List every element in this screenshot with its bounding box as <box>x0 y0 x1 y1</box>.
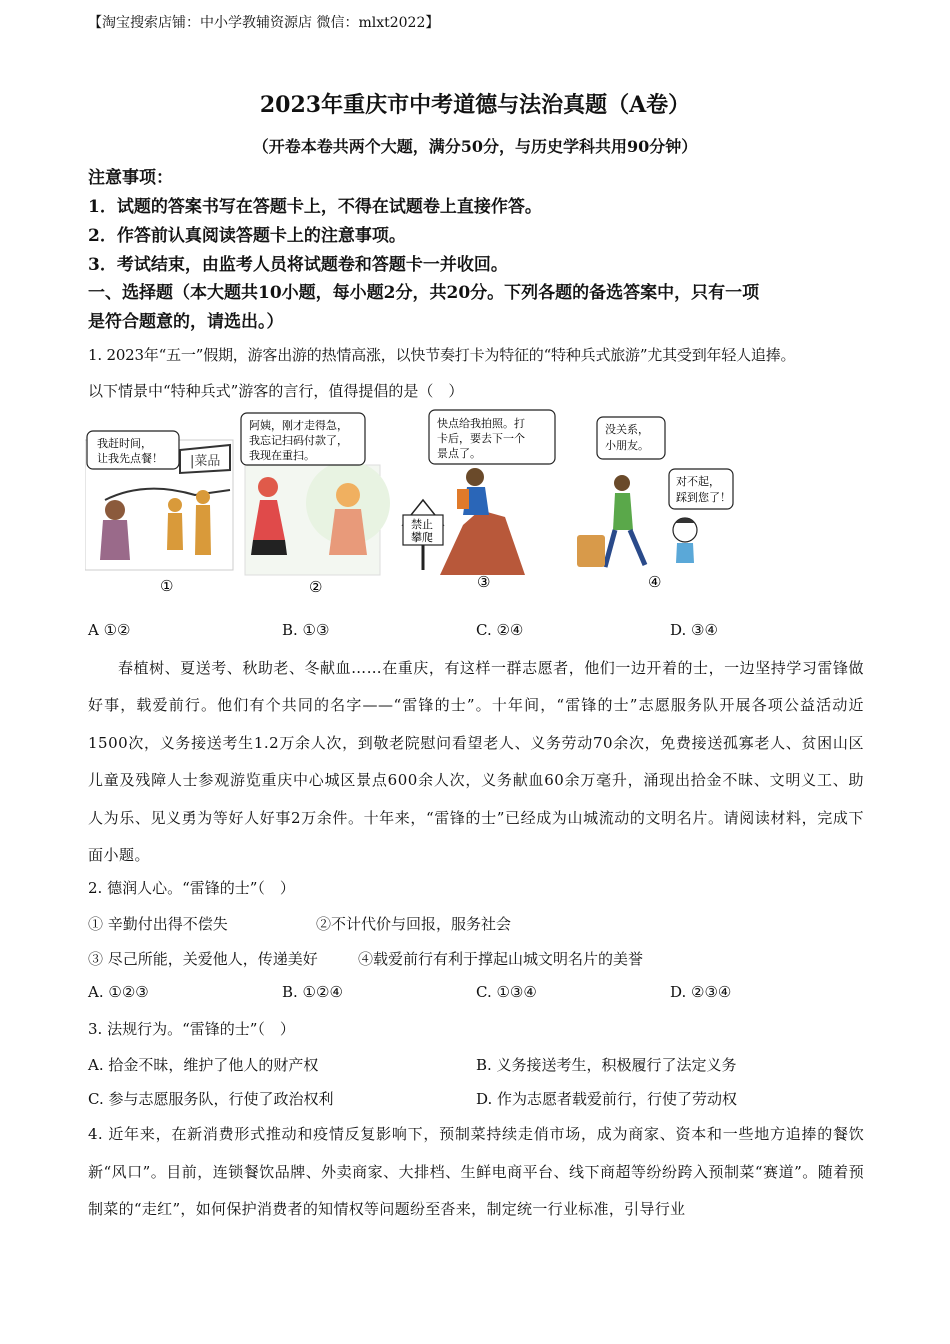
note-item: 3．考试结束，由监考人员将试题卷和答题卡一并收回。 <box>88 255 508 275</box>
option-c: C. ②④ <box>476 621 524 639</box>
option-a: A. 拾金不昧，维护了他人的财产权 <box>88 1056 319 1074</box>
option-c: C. ①③④ <box>476 983 537 1001</box>
panel-label: ② <box>309 578 323 596</box>
exam-title: 2023年重庆市中考道德与法治真题（A卷） <box>259 92 691 118</box>
comic-panel-4 <box>577 417 733 591</box>
notes-heading: 注意事项： <box>88 168 173 188</box>
question-1-line: 1. 2023年“五一”假期，游客出游的热情高涨，以快节奏打卡为特征的“特种兵式旅游”尤其受到年轻人追捧。 <box>88 346 796 364</box>
option-b: B. ①③ <box>282 621 330 639</box>
speech-bubble-4-text: 没关系， <box>605 423 649 436</box>
speech-bubble-1-text: 让我先点餐！ <box>97 452 163 465</box>
comic-panel-3 <box>403 410 555 591</box>
statement-item: ③ 尽己所能，关爱他人，传递美好 <box>88 950 318 968</box>
question-3-options-row <box>88 1054 868 1075</box>
sign-text: 攀爬 <box>411 531 433 544</box>
notes-block <box>88 164 878 280</box>
exam-subtitle: （开卷本卷共两个大题，满分50分，与历史学科共用90分钟） <box>252 137 698 156</box>
header-note: 【淘宝搜索店铺：中小学教辅资源店 微信：mlxt2022】 <box>88 15 440 31</box>
speech-bubble-2-text: 阿姨，刚才走得急， <box>249 419 348 432</box>
option-c: C. 参与志愿服务队，行使了政治权利 <box>88 1090 334 1108</box>
section-heading-line: 是符合题意的，请选出。） <box>88 312 284 332</box>
panel-label: ④ <box>648 573 662 591</box>
svg-text:|菜品: |菜品 <box>190 454 221 469</box>
question-2-items-row <box>88 948 868 969</box>
comic-panel-1 <box>85 431 233 595</box>
option-d: D. ③④ <box>670 621 718 639</box>
comic-panel-2 <box>241 413 390 596</box>
question-2-options <box>88 983 868 1001</box>
question-2-stem: 2. 德润人心。“雷锋的士”（ ） <box>88 879 295 897</box>
question-3-options-row <box>88 1088 868 1109</box>
option-b: B. ①②④ <box>282 983 343 1001</box>
panel-label: ③ <box>477 573 491 591</box>
panel-label: ① <box>160 577 174 595</box>
question-3-stem: 3. 法规行为。“雷锋的士”（ ） <box>88 1020 295 1038</box>
statement-item: ① 辛勤付出得不偿失 <box>88 915 228 933</box>
note-item: 2．作答前认真阅读答题卡上的注意事项。 <box>88 226 406 246</box>
option-d: D. 作为志愿者载爱前行，行使了劳动权 <box>476 1090 738 1108</box>
question-1-stem <box>88 337 878 409</box>
speech-bubble-4-text: 小朋友。 <box>605 439 649 452</box>
comic-illustration <box>85 405 825 600</box>
note-item: 1．试题的答案书写在答题卡上，不得在试题卷上直接作答。 <box>88 197 542 217</box>
question-2-items-row <box>88 913 868 934</box>
section-heading <box>88 279 878 337</box>
section-heading-line: 一、选择题（本大题共10小题，每小题2分，共20分。下列各题的备选答案中，只有一项 <box>88 283 760 303</box>
question-1-line: 以下情景中“特种兵式”游客的言行，值得提倡的是（ ） <box>88 382 464 400</box>
option-a: A. ①②③ <box>88 983 149 1001</box>
option-a: A ①② <box>88 621 131 639</box>
speech-bubble-3-text: 卡后，要去下一个 <box>437 432 525 445</box>
speech-bubble-2-text: 我现在重扫。 <box>249 449 315 462</box>
speech-bubble-2-text: 我忘记扫码付款了， <box>249 434 348 447</box>
speech-bubble-3-text: 快点给我拍照。打 <box>437 417 525 430</box>
reading-passage: 春植树、夏送考、秋助老、冬献血……在重庆，有这样一群志愿者，他们一边开着的士，一边坚持学习雷锋做好事，载爱前行。他们有个共同的名字——“雷锋的士”。十年间，“雷锋的士”志愿服务队开展各项公益活动近1500次，义务接送考生1.2万余人次，到敬老院慰问看望老人、义务劳动70余次，免费接送孤寡老人、贫困山区儿童及残障人士参观游览重庆中心城区景点600余人次，义务献血60余万毫升，涌现出拾金不昧、文明义工、助人为乐、见义勇为等好人好事2万余件。十年来，“雷锋的士”已经成为山城流动的文明名片。请阅读材料，完成下面小题。 <box>88 659 864 865</box>
speech-bubble-5-text: 对不起， <box>676 475 720 488</box>
question-4-text: 4. 近年来，在新消费形式推动和疫情反复影响下，预制菜持续走俏市场，成为商家、资本和一些地方追捧的餐饮新“风口”。目前，连锁餐饮品牌、外卖商家、大排档、生鲜电商平台、线下商超等纷纷跨入预制菜“赛道”。随着预制菜的“走红”，如何保护消费者的知情权等问题纷至沓来，制定统一行业标准，引导行业 <box>88 1125 864 1218</box>
statement-item: ②不计代价与回报，服务社会 <box>316 915 512 933</box>
statement-item: ④载爱前行有利于撑起山城文明名片的美誉 <box>358 950 644 968</box>
option-d: D. ②③④ <box>670 983 732 1001</box>
speech-bubble-5-text: 踩到您了！ <box>676 491 731 504</box>
question-1-options <box>88 621 868 639</box>
sign-text: 禁止 <box>411 518 433 531</box>
option-b: B. 义务接送考生，积极履行了法定义务 <box>476 1056 737 1074</box>
speech-bubble-3-text: 景点了。 <box>437 447 481 460</box>
speech-bubble-1-text: 我赶时间， <box>97 437 152 450</box>
